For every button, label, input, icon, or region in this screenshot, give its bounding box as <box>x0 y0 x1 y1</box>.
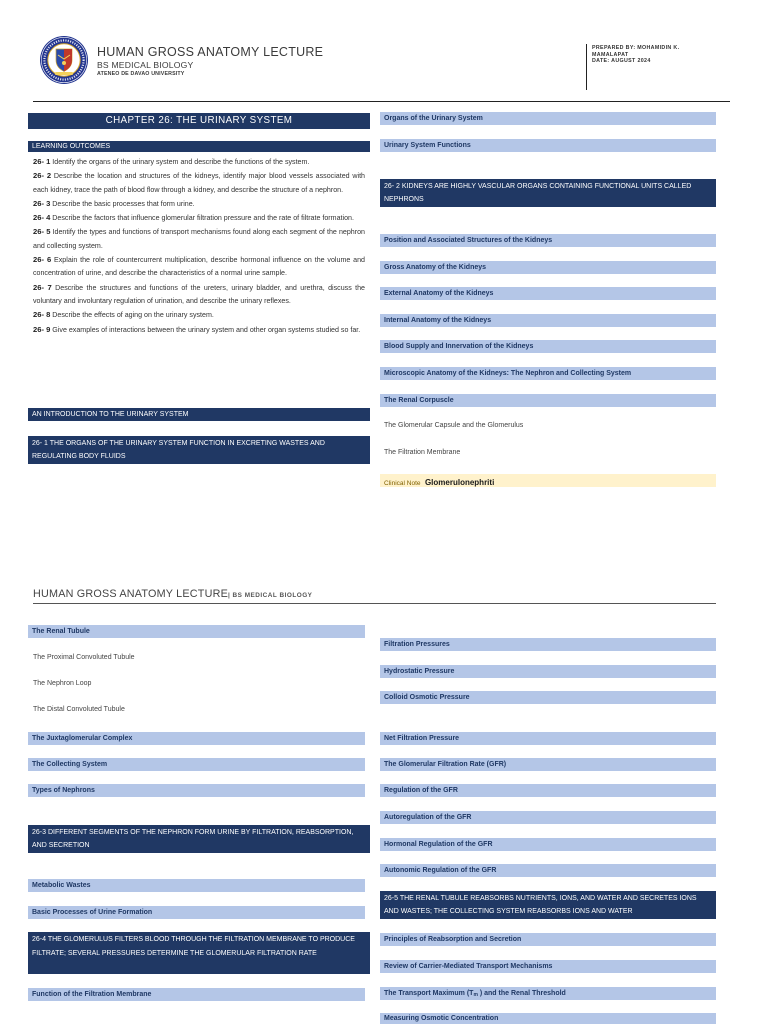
outcome-text: Identify the organs of the urinary system and describe the functions of the system. <box>52 158 310 166</box>
header-university: ATENEO DE DAVAO UNIVERSITY <box>97 71 185 77</box>
clinical-note-label: Clinical Note <box>384 480 421 487</box>
topic-heading: Function of the Filtration Membrane <box>28 988 365 1001</box>
topic-heading: Regulation of the GFR <box>380 784 716 797</box>
subtopic-text: The Nephron Loop <box>33 680 92 687</box>
running-header-title: HUMAN GROSS ANATOMY LECTURE <box>33 588 228 600</box>
outcome-number: 26- 3 <box>33 198 51 208</box>
outcome-number: 26- 1 <box>33 157 51 166</box>
outcome-text: Describe the factors that influence glomerular filtration pressure and the rate of filtrate formation. <box>52 214 354 223</box>
topic-heading: Organs of the Urinary System <box>380 112 716 125</box>
topic-heading: The Renal Corpuscle <box>380 394 716 407</box>
outcome-number: 26- 9 <box>33 324 51 334</box>
outcome-text: Describe the effects of aging on the urinary system. <box>52 311 214 320</box>
topic-heading: Metabolic Wastes <box>28 879 365 892</box>
section-heading-26-5: 26-5 THE RENAL TUBULE REABSORBS NUTRIENTS, IONS, AND WATER AND SECRETES IONS AND WASTES; THE COLLECTING SYSTEM REABSORBS IONS AND WATER <box>380 891 716 919</box>
running-header-subtitle: | BS MEDICAL BIOLOGY <box>227 592 313 599</box>
outcome-number: 26- 7 <box>33 282 52 292</box>
topic-heading: Measuring Osmotic Concentration <box>380 1013 716 1024</box>
topic-heading: Principles of Reabsorption and Secretion <box>380 933 716 946</box>
topic-heading: External Anatomy of the Kidneys <box>380 287 716 300</box>
learning-outcome-item <box>33 281 365 309</box>
learning-outcomes-list <box>33 155 365 337</box>
outcome-number: 26- 5 <box>33 227 51 237</box>
topic-heading: Net Filtration Pressure <box>380 732 716 745</box>
topic-heading: The Renal Tubule <box>28 625 365 638</box>
topic-heading: Autoregulation of the GFR <box>380 811 716 824</box>
topic-heading: Gross Anatomy of the Kidneys <box>380 261 716 274</box>
outcome-text: Describe the basic processes that form urine. <box>52 199 195 208</box>
running-header <box>33 588 312 602</box>
topic-heading: Hydrostatic Pressure <box>380 665 716 678</box>
subtopic-text: The Filtration Membrane <box>384 449 461 456</box>
topic-heading: The Glomerular Filtration Rate (GFR) <box>380 758 716 771</box>
section-heading-intro: AN INTRODUCTION TO THE URINARY SYSTEM <box>28 408 370 421</box>
topic-text: ) and the Renal Threshold <box>477 990 566 997</box>
prepared-info <box>592 45 696 65</box>
learning-outcomes-heading: LEARNING OUTCOMES <box>28 141 370 152</box>
outcome-number: 26- 2 <box>33 171 52 181</box>
outcome-text: Explain the role of countercurrent multiplication, describe hormonal influence on the volume and concentration of urine, and describe the characteristics of a normal urine sample. <box>33 256 365 278</box>
outcome-number: 26- 6 <box>33 255 52 265</box>
prepared-by: PREPARED BY: MOHAMIDIN K. MAMALAPAT <box>592 45 680 58</box>
outcome-text: Describe the structures and functions of the ureters, urinary bladder, and urethra, discuss the voluntary and involuntary regulation of urination, and describe the urinary reflexes. <box>33 283 365 305</box>
section-heading-26-3: 26-3 DIFFERENT SEGMENTS OF THE NEPHRON FORM URINE BY FILTRATION, REABSORPTION, AND SECRETION <box>28 825 370 853</box>
topic-heading: Blood Supply and Innervation of the Kidneys <box>380 340 716 353</box>
learning-outcome-item <box>33 197 365 211</box>
header-title: HUMAN GROSS ANATOMY LECTURE <box>97 45 324 59</box>
topic-heading: Review of Carrier-Mediated Transport Mechanisms <box>380 960 716 973</box>
chapter-title-bar: CHAPTER 26: THE URINARY SYSTEM <box>28 113 370 129</box>
section-heading-26-4: 26-4 THE GLOMERULUS FILTERS BLOOD THROUGH THE FILTRATION MEMBRANE TO PRODUCE FILTRATE; SEVERAL PRESSURES DETERMINE THE GLOMERULAR FILTRATION RATE <box>28 932 370 974</box>
header-divider <box>33 101 730 102</box>
learning-outcome-item <box>33 155 365 169</box>
clinical-note-title: Glomerulonephriti <box>424 478 495 487</box>
learning-outcome-item <box>33 225 365 253</box>
section-heading-26-1: 26- 1 THE ORGANS OF THE URINARY SYSTEM FUNCTION IN EXCRETING WASTES AND REGULATING BODY FLUIDS <box>28 436 370 464</box>
university-seal-logo <box>39 35 89 85</box>
topic-heading-transport-maximum <box>380 987 716 1000</box>
subscript-m: m <box>473 992 478 998</box>
outcome-text: Describe the location and structures of the kidneys, identify major blood vessels associated with each kidney, trace the path of blood flow through a kidney, and describe the structure of a nephron. <box>33 172 365 194</box>
topic-heading: Colloid Osmotic Pressure <box>380 691 716 704</box>
learning-outcome-item <box>33 308 365 322</box>
prepared-date: DATE: AUGUST 2024 <box>592 58 651 65</box>
outcome-text: Give examples of interactions between the urinary system and other organ systems studied so far. <box>52 325 361 334</box>
topic-heading: Position and Associated Structures of the Kidneys <box>380 234 716 247</box>
topic-heading: Autonomic Regulation of the GFR <box>380 864 716 877</box>
learning-outcome-item <box>33 169 365 197</box>
outcome-number: 26- 8 <box>33 310 51 320</box>
topic-heading: Types of Nephrons <box>28 784 365 797</box>
topic-heading: Urinary System Functions <box>380 139 716 152</box>
subtopic-text: The Glomerular Capsule and the Glomerulus <box>384 422 524 429</box>
learning-outcome-item <box>33 323 365 337</box>
header-program: BS MEDICAL BIOLOGY <box>97 60 194 70</box>
subtopic-text: The Distal Convoluted Tubule <box>33 706 125 713</box>
outcome-text: Identify the types and functions of transport mechanisms found along each segment of the nephron and collecting system. <box>33 228 365 250</box>
learning-outcome-item <box>33 253 365 281</box>
topic-heading: Basic Processes of Urine Formation <box>28 906 365 919</box>
outcome-number: 26- 4 <box>33 213 51 223</box>
clinical-note-bar <box>380 474 716 487</box>
topic-heading: Hormonal Regulation of the GFR <box>380 838 716 851</box>
topic-heading: Microscopic Anatomy of the Kidneys: The Nephron and Collecting System <box>380 367 716 380</box>
running-header-divider <box>33 603 716 604</box>
subtopic-text: The Proximal Convoluted Tubule <box>33 654 135 661</box>
topic-heading: Filtration Pressures <box>380 638 716 651</box>
topic-heading: Internal Anatomy of the Kidneys <box>380 314 716 327</box>
header-vertical-divider <box>586 44 587 90</box>
topic-heading: The Juxtaglomerular Complex <box>28 732 365 745</box>
topic-heading: The Collecting System <box>28 758 365 771</box>
learning-outcome-item <box>33 211 365 225</box>
topic-text: The Transport Maximum (T <box>384 990 474 997</box>
section-heading-26-2: 26- 2 KIDNEYS ARE HIGHLY VASCULAR ORGANS CONTAINING FUNCTIONAL UNITS CALLED NEPHRONS <box>380 179 716 207</box>
